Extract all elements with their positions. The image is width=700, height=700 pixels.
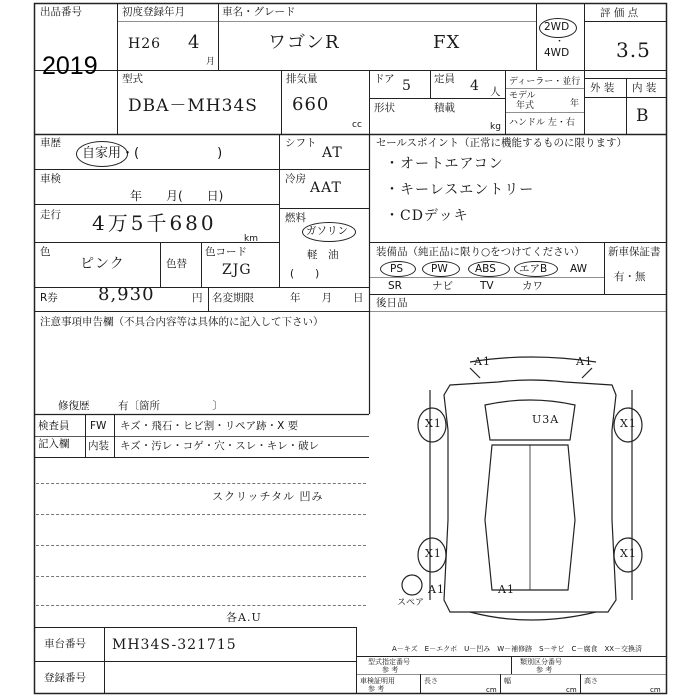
length-label: 長さ: [424, 677, 438, 685]
capacity-label: 定員: [434, 73, 455, 85]
reg-cert-ref: 参 考: [368, 685, 385, 693]
cc-unit: cc: [352, 120, 362, 130]
damage-mark: X1: [620, 417, 637, 430]
damage-mark: A1: [498, 583, 515, 596]
diagram-mirror-right: [582, 368, 592, 378]
equip-sr: SR: [388, 280, 402, 292]
equip-ps: PS: [390, 263, 403, 275]
inspector-remark-2: 各A.U: [226, 611, 262, 624]
model-name: ワゴンR: [268, 32, 340, 53]
first-registration-month: 4: [188, 32, 201, 53]
inspector-label-2: 記入欄: [38, 438, 70, 450]
r-ken-value: 8,930: [98, 284, 155, 305]
damage-legend: A－キズ E－エクボ U－凹み W－補修跡 S－サビ C－腐食 XX－交換済: [392, 645, 643, 653]
mileage-value: 4万5千680: [92, 211, 217, 235]
equip-tv: TV: [480, 280, 494, 292]
model-year-label-2: 年式: [516, 101, 535, 111]
drive-4wd: 4WD: [544, 47, 570, 59]
drive-separator: ・: [555, 37, 565, 47]
height-unit: cm: [650, 686, 661, 694]
name-change-label: 名変期限: [212, 292, 254, 304]
diagram-spare-tire: [402, 575, 422, 595]
width-label: 幅: [504, 677, 511, 685]
person-unit: 人: [490, 86, 501, 98]
shaken-value: 年 月( 日): [130, 189, 224, 203]
type-label: 型式: [122, 73, 143, 85]
interior-defect-label: 内装: [88, 440, 109, 452]
dealer-label: ディーラー・並行: [509, 77, 581, 87]
grade-name: FX: [433, 32, 461, 53]
damage-mark: X1: [620, 547, 637, 560]
month-unit: 月: [206, 57, 216, 67]
capacity-value: 4: [470, 78, 480, 94]
repair-history-label: 修復歴: [58, 400, 90, 412]
inspector-remark: スクリッチタル 凹み: [212, 490, 324, 503]
registration-number-label: 登録番号: [44, 672, 86, 684]
yen-unit: 円: [192, 292, 203, 304]
chassis-number-label: 車台番号: [44, 638, 86, 650]
equip-abs: ABS: [475, 263, 496, 275]
displacement-label: 排気量: [286, 73, 318, 85]
length-unit: cm: [486, 686, 497, 694]
year-unit: 年: [570, 99, 580, 109]
drive-2wd: 2WD: [544, 21, 570, 33]
door-label: ドア: [374, 73, 395, 85]
sales-point-2: ・キーレスエントリー: [385, 182, 535, 198]
damage-mark: A1: [474, 355, 491, 368]
diagram-mirror-left: [470, 368, 480, 378]
exterior-label: 外 装: [590, 82, 615, 94]
history-value: 自家用・( ): [82, 146, 223, 161]
height-label: 高さ: [584, 677, 598, 685]
model-grade-label: 車名・グレード: [222, 6, 296, 18]
damage-mark: A1: [428, 583, 445, 596]
color-change-label: 色替: [166, 258, 187, 270]
lot-number-label: 出品番号: [40, 6, 82, 18]
notes-title: 注意事項申告欄（不具合内容等は具体的に記入して下さい）: [40, 316, 324, 328]
diagram-hood: [485, 400, 575, 440]
shift-value: AT: [322, 145, 343, 161]
sales-point-3: ・CDデッキ: [385, 208, 469, 224]
reg-cert-label: 車検証明用: [360, 677, 395, 685]
fuel-label: 燃料: [285, 212, 306, 224]
color-code-value: ZJG: [222, 262, 252, 278]
damage-mark: X1: [425, 547, 442, 560]
aircon-value: AAT: [310, 180, 342, 196]
width-unit: cm: [566, 686, 577, 694]
fw-defects: キズ・飛石・ヒビ割・リペア跡・X 要: [120, 420, 299, 432]
first-registration-era: H26: [128, 36, 162, 52]
interior-score: B: [636, 106, 650, 126]
name-change-value: 年 月 日: [290, 292, 364, 304]
type-designation-ref: 参 考: [382, 666, 399, 674]
model-year-label: モデル: [509, 91, 536, 101]
shaken-label: 車検: [40, 173, 61, 185]
interior-defects: キズ・汚レ・コゲ・穴・スレ・キレ・破レ: [120, 440, 320, 452]
spare-label: スペア: [397, 598, 425, 608]
color-code-label: 色コード: [205, 246, 247, 258]
equip-airbag: エアB: [519, 263, 548, 275]
sales-point-1: ・オートエアコン: [385, 156, 504, 172]
inspector-label: 検査員: [38, 420, 70, 432]
kg-unit: kg: [490, 122, 501, 132]
equip-leather: カワ: [522, 280, 543, 292]
equip-aw: AW: [570, 263, 587, 275]
warranty-value: 有・無: [614, 271, 646, 283]
repair-history-value: 有〔箇所 〕: [118, 400, 223, 412]
fw-label: FW: [90, 420, 107, 432]
shift-label: シフト: [285, 137, 317, 149]
handle-label: ハンドル 左・右: [509, 118, 575, 128]
diagram-rear-bumper: [470, 612, 596, 620]
damage-mark: A1: [576, 355, 593, 368]
color-value: ピンク: [80, 256, 125, 272]
warranty-label: 新車保証書: [608, 246, 661, 258]
shape-label: 形状: [374, 102, 395, 114]
first-registration-label: 初度登録年月: [122, 6, 185, 18]
history-label: 車歴: [40, 137, 61, 149]
r-ken-label: R券: [40, 292, 58, 304]
fuel-diesel: 軽 油: [307, 249, 339, 261]
interior-label: 内 装: [632, 82, 657, 94]
km-unit: km: [244, 234, 258, 244]
aircon-label: 冷房: [285, 173, 306, 185]
overall-score: 3.5: [616, 38, 651, 62]
fuel-gasoline: ガソリン: [306, 225, 348, 237]
mileage-label: 走行: [40, 209, 61, 221]
chassis-number: MH34S-321715: [112, 637, 237, 653]
color-label: 色: [40, 246, 51, 258]
lot-number: 2019: [42, 52, 98, 80]
type-value: DBA－MH34S: [128, 96, 258, 116]
after-items-label: 後日品: [376, 297, 408, 309]
equip-navi: ナビ: [432, 280, 453, 292]
equipment-title: 装備品（純正品に限り○をつけてください）: [376, 246, 585, 258]
load-label: 積載: [434, 102, 455, 114]
door-value: 5: [402, 78, 412, 94]
damage-mark: X1: [425, 417, 442, 430]
score-label: 評 価 点: [600, 7, 639, 19]
fuel-other: ( ): [290, 268, 320, 280]
displacement-value: 660: [292, 94, 330, 115]
class-number-ref: 参 考: [536, 666, 553, 674]
class-number-label: 類別区分番号: [520, 658, 562, 666]
equip-pw: PW: [431, 263, 448, 275]
damage-mark: U3A: [532, 413, 560, 426]
type-designation-label: 型式指定番号: [368, 658, 410, 666]
sales-points-title: セールスポイント（正常に機能するものに限ります）: [376, 137, 628, 149]
